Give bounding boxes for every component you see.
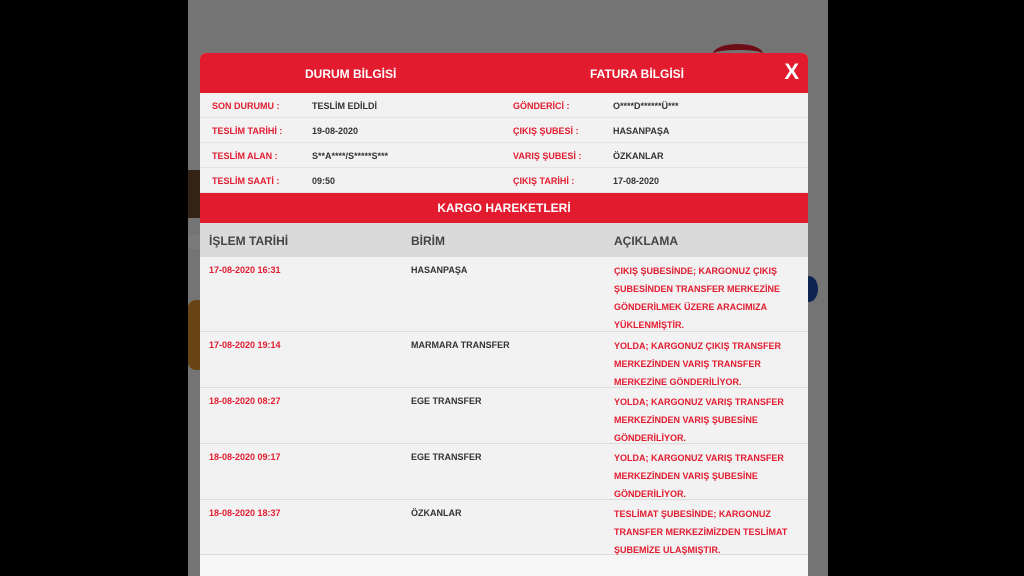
delivery-date-label: TESLİM TARİHİ : xyxy=(212,126,283,136)
destination-branch-label: VARIŞ ŞUBESİ : xyxy=(513,151,582,161)
row-date: 17-08-2020 19:14 xyxy=(209,340,281,350)
receiver-value: S**A****/S*****S*** xyxy=(312,151,389,161)
row-unit: EGE TRANSFER xyxy=(411,396,482,406)
row-description: YOLDA; KARGONUZ VARIŞ TRANSFER MERKEZİNDEN VARIŞ ŞUBESİNE GÖNDERİLİYOR. xyxy=(614,453,784,499)
table-row xyxy=(200,500,808,555)
column-header-description: AÇIKLAMA xyxy=(614,234,678,248)
departure-date-label: ÇIKIŞ TARİHİ : xyxy=(513,176,575,186)
modal-header xyxy=(200,53,808,93)
delivery-time-value: 09:50 xyxy=(312,176,336,186)
row-unit: MARMARA TRANSFER xyxy=(411,340,510,350)
row-date: 17-08-2020 16:31 xyxy=(209,265,281,275)
origin-branch-value: HASANPAŞA xyxy=(613,126,670,136)
row-date: 18-08-2020 08:27 xyxy=(209,396,281,406)
info-row xyxy=(200,143,808,168)
sender-value: O****D******Ü*** xyxy=(613,101,679,111)
row-description: TESLİMAT ŞUBESİNDE; KARGONUZ TRANSFER MERKEZİMİZDEN TESLİMAT ŞUBEMİZE ULAŞMIŞTIR. xyxy=(614,509,788,555)
info-row xyxy=(200,168,808,193)
status-info-title: DURUM BİLGİSİ xyxy=(305,67,397,81)
departure-date-value: 17-08-2020 xyxy=(613,176,660,186)
sender-label: GÖNDERİCİ : xyxy=(513,101,570,111)
row-unit: HASANPAŞA xyxy=(411,265,468,275)
last-status-value: TESLİM EDİLDİ xyxy=(312,101,377,111)
column-header-date: İŞLEM TARİHİ xyxy=(209,234,289,248)
invoice-info-title: FATURA BİLGİSİ xyxy=(590,67,684,81)
delivery-time-label: TESLİM SAATİ : xyxy=(212,176,280,186)
row-date: 18-08-2020 18:37 xyxy=(209,508,281,518)
row-unit: EGE TRANSFER xyxy=(411,452,482,462)
close-button[interactable]: X xyxy=(784,59,799,84)
column-header-unit: BİRİM xyxy=(411,234,445,248)
row-description: YOLDA; KARGONUZ ÇIKIŞ TRANSFER MERKEZİNDEN VARIŞ TRANSFER MERKEZİNE GÖNDERİLİYOR. xyxy=(614,341,781,387)
table-row xyxy=(200,388,808,444)
table-row xyxy=(200,257,808,332)
info-row xyxy=(200,118,808,143)
table-row xyxy=(200,444,808,500)
row-date: 18-08-2020 09:17 xyxy=(209,452,281,462)
receiver-label: TESLİM ALAN : xyxy=(212,151,278,161)
table-row xyxy=(200,332,808,388)
row-description: YOLDA; KARGONUZ VARIŞ TRANSFER MERKEZİNDEN VARIŞ ŞUBESİNE GÖNDERİLİYOR. xyxy=(614,397,784,443)
info-row xyxy=(200,93,808,118)
row-unit: ÖZKANLAR xyxy=(411,508,462,518)
tracking-modal xyxy=(200,53,808,576)
row-description: ÇIKIŞ ŞUBESİNDE; KARGONUZ ÇIKIŞ ŞUBESİNDEN TRANSFER MERKEZİNE GÖNDERİLMEK ÜZERE ARACIMIZA YÜKLENMİŞTİR. xyxy=(614,266,781,330)
origin-branch-label: ÇIKIŞ ŞUBESİ : xyxy=(513,126,579,136)
delivery-date-value: 19-08-2020 xyxy=(312,126,359,136)
last-status-label: SON DURUMU : xyxy=(212,101,280,111)
destination-branch-value: ÖZKANLAR xyxy=(613,151,664,161)
cargo-movements-title: KARGO HAREKETLERİ xyxy=(200,193,808,223)
movements-table-header xyxy=(200,223,808,257)
